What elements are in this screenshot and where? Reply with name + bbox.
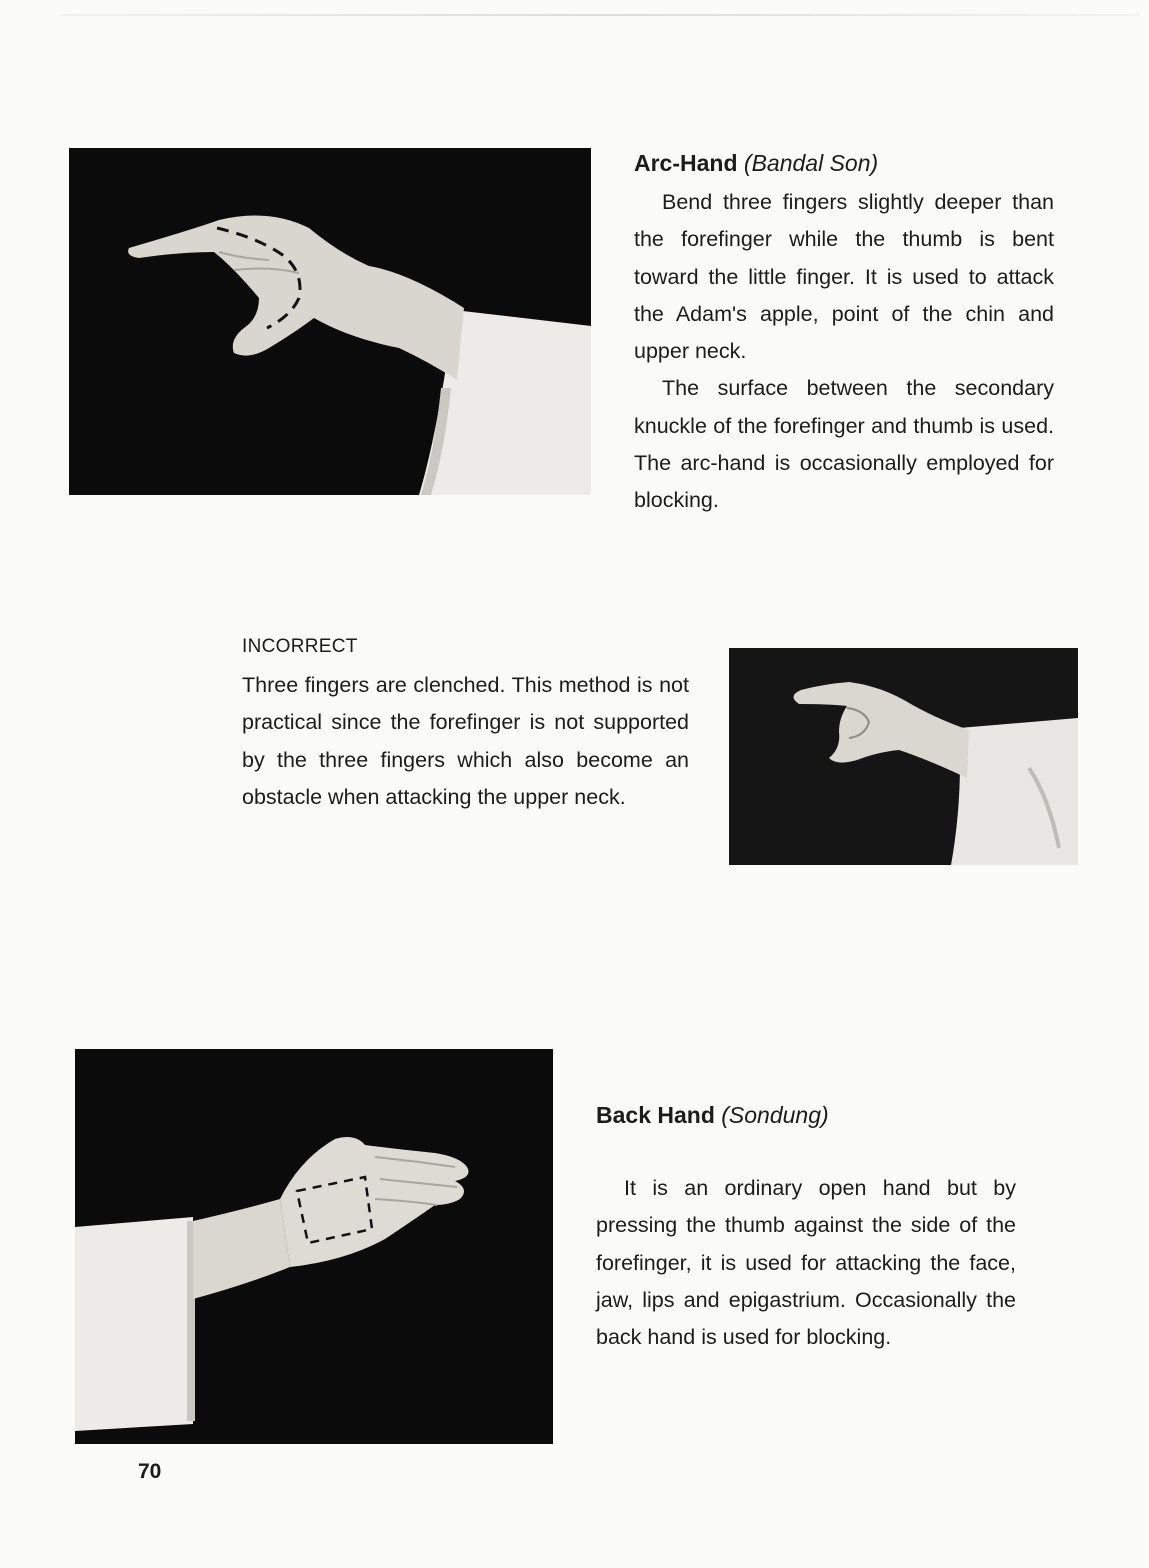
- arc-hand-photo: [69, 148, 591, 495]
- arc-hand-paragraph-2: The surface between the secondary knuckle of the forefinger and thumb is used. The arc-hand is occasionally employed for blocking.: [634, 376, 1054, 513]
- arc-hand-illustration: [69, 148, 591, 495]
- scan-edge-line: [60, 14, 1140, 16]
- back-hand-title: Back Hand: [596, 1102, 715, 1128]
- incorrect-photo: [729, 648, 1078, 865]
- back-hand-heading: [596, 1100, 1016, 1130]
- arc-hand-paragraph-1: Bend three fingers slightly deeper than the forefinger while the thumb is bent toward the little finger. It is used to attack the Adam's apple, point of the chin and upper neck.: [634, 190, 1054, 364]
- incorrect-hand-illustration: [729, 648, 1078, 865]
- incorrect-text: Three fingers are clenched. This method is not practical since the forefinger is not supported by the three fingers which also become an obstacle when attacking the upper neck.: [242, 673, 689, 809]
- back-hand-photo: [75, 1049, 553, 1444]
- page-number: 70: [138, 1460, 162, 1483]
- arc-hand-heading: [634, 148, 1054, 178]
- back-hand-paragraph: It is an ordinary open hand but by pressing the thumb against the side of the forefinger, it is used for attacking the face, jaw, lips and epigastrium. Occasionally the back hand is used for blocking.: [596, 1176, 1016, 1350]
- arc-hand-section: [634, 148, 1054, 520]
- arc-hand-title: Arc-Hand: [634, 150, 738, 176]
- arc-hand-subtitle: (Bandal Son): [743, 150, 879, 176]
- incorrect-section: [242, 633, 689, 816]
- back-hand-section: [596, 1100, 1016, 1356]
- incorrect-label: INCORRECT: [242, 636, 358, 657]
- back-hand-subtitle: (Sondung): [721, 1102, 829, 1128]
- back-hand-illustration: [75, 1049, 553, 1444]
